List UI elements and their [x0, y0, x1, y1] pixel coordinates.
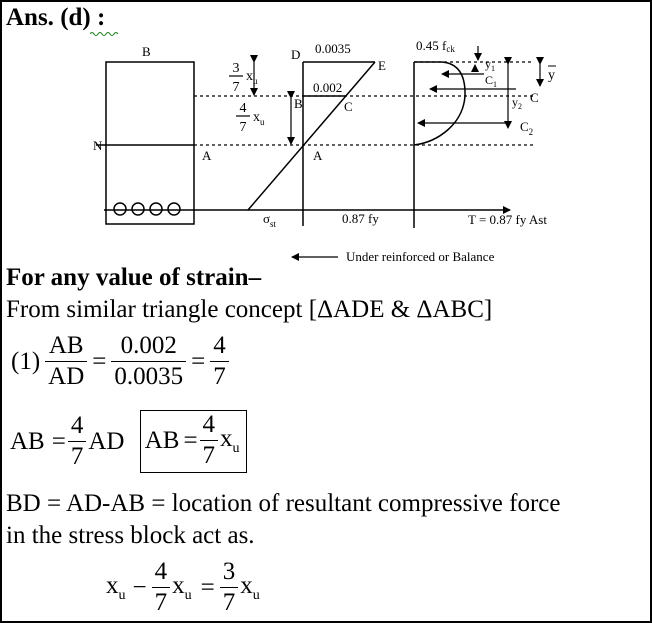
label-y1: $y_1$: [485, 57, 495, 73]
eq2-ab: AB: [10, 427, 45, 455]
label-c1: $C_1$: [485, 73, 498, 89]
frac-mid-xu: $x_u$: [253, 110, 265, 127]
label-c2: $C_2$: [520, 119, 534, 137]
label-strain-0.0035: 0.0035: [315, 41, 351, 56]
frac-mid-num: 4: [239, 101, 247, 116]
eq1-label: (1): [11, 347, 41, 375]
eq1-frac-strain: $\frac{0.002}{0.0035}$: [111, 332, 186, 391]
frac-top-xu: $x_u$: [246, 69, 258, 86]
eq3-xu-1: $x_u$: [106, 571, 126, 603]
stress-strain-diagram: [2, 2, 650, 272]
label-0.45fck: 0.45 fck: [416, 38, 455, 54]
strain-diagonal: [248, 62, 375, 210]
box-ab: AB: [144, 426, 180, 454]
eq2-equals: =: [51, 427, 66, 455]
eq1-equals-2: =: [191, 347, 206, 375]
stress-block-text: in the stress block act as.: [6, 522, 255, 549]
equation-3: [106, 558, 260, 617]
label-0.87fy: 0.87 fy: [342, 211, 379, 226]
box-frac: $\frac{4}{7}$: [200, 411, 219, 470]
answer-suffix: :: [90, 4, 106, 31]
label-c: C: [344, 99, 353, 114]
label-a-strain: A: [313, 148, 323, 163]
frac-top-num: 3: [232, 61, 240, 76]
section-title: For any value of strain–: [6, 264, 262, 291]
equation-1: [6, 332, 229, 391]
label-b-inner: B: [294, 96, 303, 111]
label-tension: T = 0.87 fy Ast: [468, 212, 547, 227]
eq3-minus: −: [132, 573, 147, 601]
boxed-result: [140, 410, 247, 473]
eq3-frac-3-7: $\frac{3}{7}$: [220, 558, 239, 617]
equation-2: [10, 410, 247, 473]
answer-option: (d): [60, 4, 91, 31]
bd-location-text: BD = AD-AB = location of resultant compressive force: [6, 490, 561, 517]
box-xu: $x_u$: [220, 424, 240, 456]
frac-top-den: 7: [232, 80, 240, 95]
label-c-resultant: C: [530, 90, 539, 105]
label-y-bar: y: [548, 68, 555, 83]
answer-prefix: Ans.: [6, 4, 61, 31]
eq2-ad: AD: [88, 427, 125, 455]
label-d: D: [291, 47, 301, 62]
eq3-equals: =: [200, 573, 215, 601]
label-n: N: [93, 138, 103, 153]
eq3-frac-4-7: $\frac{4}{7}$: [152, 558, 171, 617]
eq1-frac-ab-ad: $\frac{AB}{AD}$: [45, 332, 87, 391]
eq1-frac-4-7: $\frac{4}{7}$: [210, 332, 229, 391]
label-strain-0.002: 0.002: [313, 80, 343, 95]
similar-triangle-text: From similar triangle concept [ΔADE & ΔABC]: [6, 296, 493, 323]
label-b: B: [142, 44, 151, 59]
label-a-section: A: [202, 148, 212, 163]
frac-mid-den: 7: [239, 120, 247, 135]
label-sigma-st: $\sigma_{st}$: [263, 211, 277, 229]
reinforcement-bars: [114, 203, 180, 215]
label-under-reinforced: Under reinforced or Balance: [346, 249, 495, 264]
eq2-frac: $\frac{4}{7}$: [68, 412, 87, 471]
label-y2: $y_2$: [512, 95, 522, 111]
label-e: E: [378, 58, 386, 73]
box-equals: =: [183, 426, 198, 454]
eq1-equals-1: =: [92, 347, 107, 375]
eq3-xu-2: $x_u$: [172, 571, 192, 603]
eq3-xu-3: $x_u$: [240, 571, 260, 603]
beam-section: [106, 62, 194, 224]
